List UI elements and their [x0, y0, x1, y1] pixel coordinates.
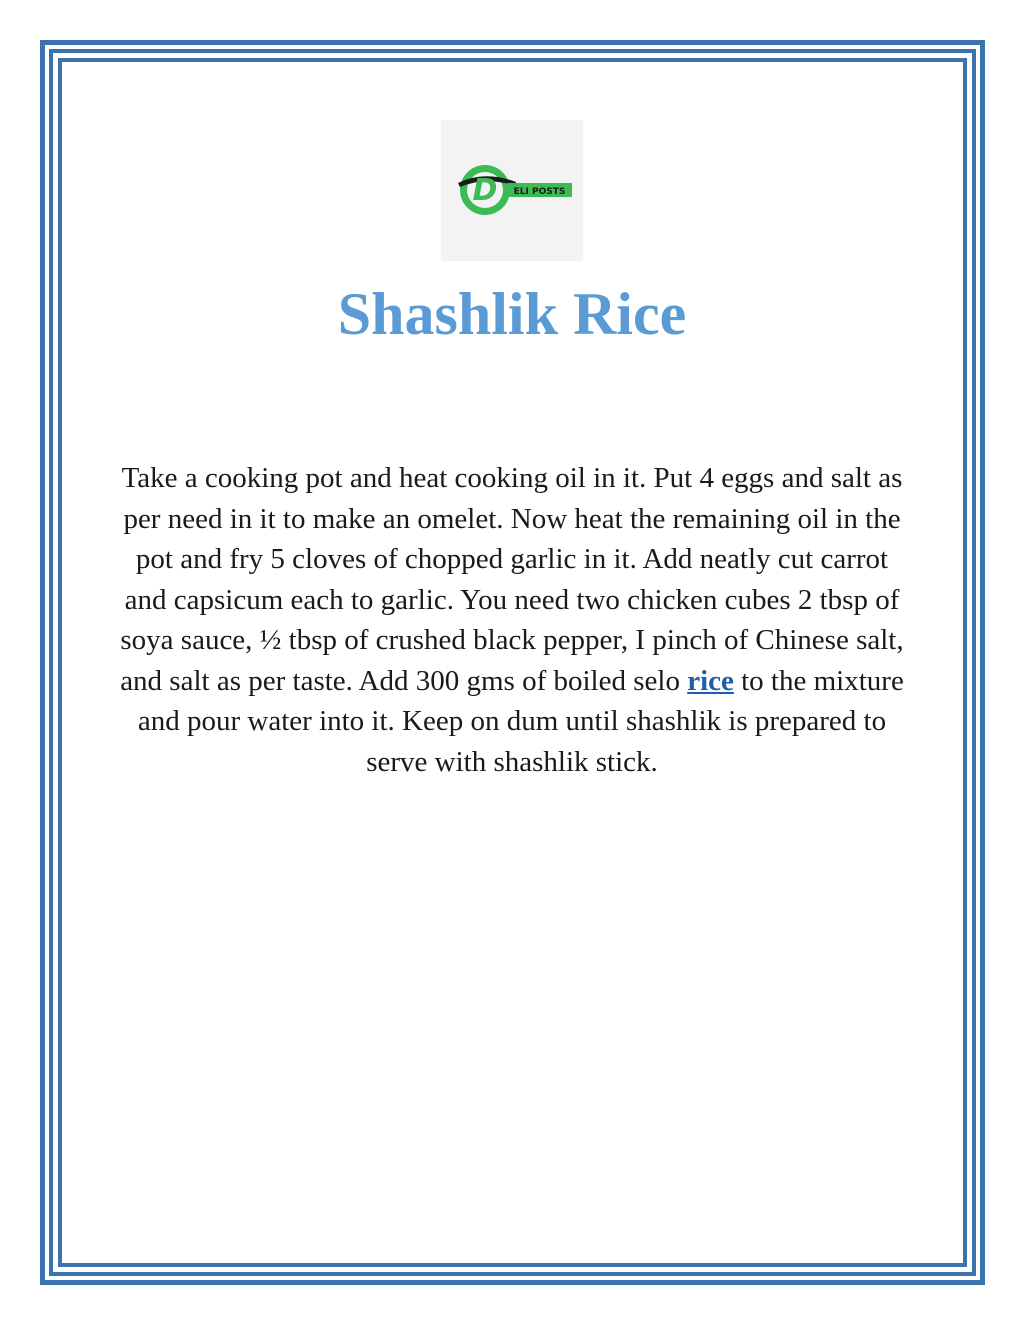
logo-letter: D: [472, 173, 498, 208]
page-title: Shashlik Rice: [337, 281, 687, 347]
deli-posts-logo: [441, 120, 583, 261]
paragraph-text-before-link: Take a cooking pot and heat cooking oil in it. Put 4 eggs and salt as per need in it to make an omelet. Now heat the remaining oil in the pot and fry 5 cloves of chopped garlic in it. Add neatly cut carrot and capsicum each to garlic. You need two chicken cubes 2 tbsp of soya sauce, ½ tbsp of crushed black pepper, I pinch of Chinese salt, and salt as per taste. Add 300 gms of boiled selo: [120, 462, 904, 697]
rice-link[interactable]: rice: [687, 664, 734, 697]
paragraph-text-after-link: to the mixture and pour water into it. Keep on dum until shashlik is prepared to serve with shashlik stick.: [137, 664, 904, 778]
logo-wordmark: ELI POSTS: [513, 187, 566, 197]
recipe-paragraph: [112, 458, 912, 782]
deli-posts-logo-mark: [441, 120, 583, 261]
